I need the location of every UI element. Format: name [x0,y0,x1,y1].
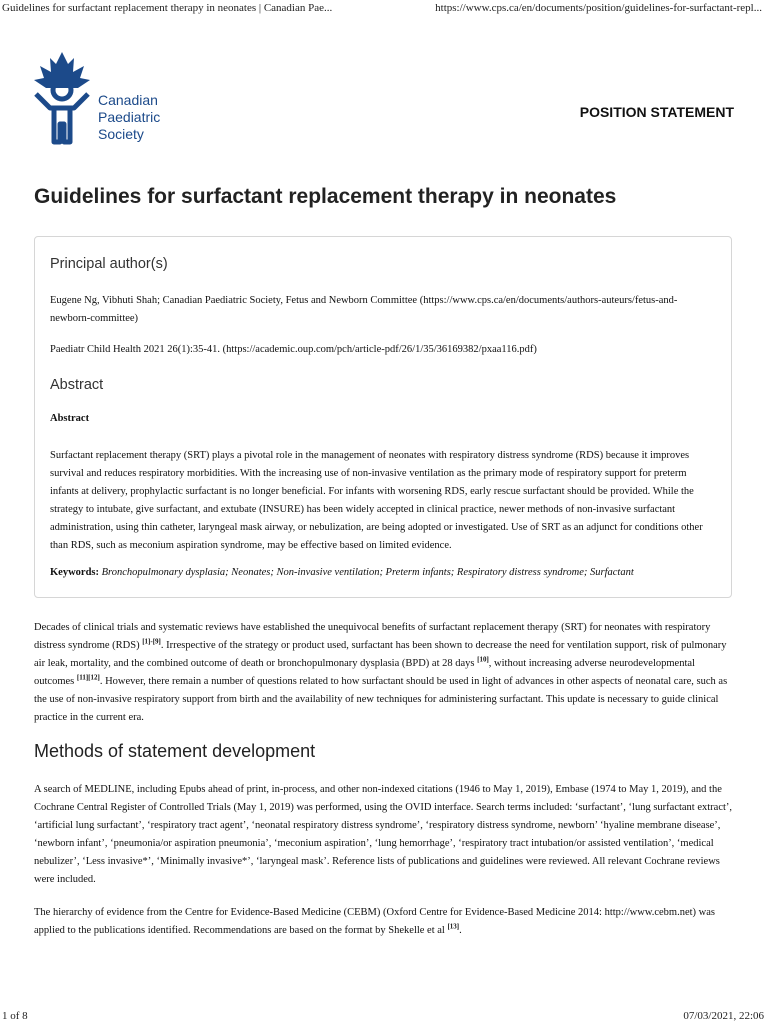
print-header [0,2,768,18]
hierarchy-paragraph: The hierarchy of evidence from the Centre for Evidence-Based Medicine (CEBM) (Oxford Centre for Evidence-Based Medicine 2014: http://www.cebm.net) was applied to the publications identified. Recommendations are based on the format by Shekelle et al [13]. [34,907,715,936]
authors-heading: Principal author(s) [50,256,168,272]
keywords-label: Keywords: [50,567,99,578]
citation-ref[interactable]: [10] [477,655,489,664]
page-title: Guidelines for surfactant replacement therapy in neonates [34,185,617,208]
info-box [34,236,732,598]
citation-text: Paediatr Child Health 2021 26(1):35-41. (https://academic.oup.com/pch/article-pdf/26/1/35/36169382/pxaa116.pdf) [50,344,537,355]
print-header-title: Guidelines for surfactant replacement therapy in neonates | Canadian Pae... [2,2,333,14]
logo-line: Society [98,126,144,142]
abstract-text: Surfactant replacement therapy (SRT) plays a pivotal role in the management of neonates with respiratory distress syndrome (RDS) because it improves survival and reduces respiratory morbidities. With the increasing use of non-invasive ventilation as the primary mode of respiratory support for preterm infants at delivery, prophylactic surfactant is no longer beneficial. For infants with worsening RDS, early rescue surfactant should be provided. While the strategy to intubate, give surfactant, and extubate (INSURE) has been widely accepted in clinical practice, newer methods of non-invasive surfactant administration, using thin catheter, laryngeal mask airway, or nebulization, are being adopted or investigated. Use of SRT as an adjunct for conditions other than RDS, such as meconium aspiration syndrome, may be effective based on limited evidence. [50,450,703,551]
keywords [50,567,720,578]
document-type-label: POSITION STATEMENT [579,104,734,120]
citation-ref[interactable]: [11][12] [76,673,100,682]
abstract-label: Abstract [50,413,90,424]
logo-line: Canadian [98,92,158,108]
citation-ref[interactable]: [1]-[9] [142,637,161,646]
authors-text: Eugene Ng, Vibhuti Shah; Canadian Paediatric Society, Fetus and Newborn Committee (https://www.cps.ca/en/documents/authors-auteurs/fetus-and-newborn-committee) [50,295,678,324]
page-number: 1 of 8 [2,1010,28,1022]
citation-ref[interactable]: [13] [447,922,460,931]
intro-paragraph: Decades of clinical trials and systematic reviews have established the unequivocal benefits of surfactant replacement therapy (SRT) for neonates with respiratory distress syndrome (RDS) [1]-[9]. Irrespective of the strategy or product used, surfactant has been shown to decrease the need for ventilation support, risk of pulmonary air leak, mortality, and the combined outcome of death or bronchopulmonary dysplasia (BPD) at 28 days [10], without increasing adverse neurodevelopmental outcomes [11][12]. However, there remain a number of questions related to how surfactant should be used in light of advances in other aspects of neonatal care, such as the use of non-invasive respiratory support from birth and the availability of new techniques for administering surfactant. This update is necessary to guide clinical practice in the current era. [34,622,728,723]
methods-paragraph: A search of MEDLINE, including Epubs ahead of print, in-process, and other non-indexed citations (1946 to May 1, 2019), Embase (1974 to May 1, 2019), and the Cochrane Central Register of Controlled Trials (May 1, 2019) was performed, using the OVID interface. Search terms included: ‘surfactant’, ‘lung surfactant extract’, ‘artificial lung surfactant’, ‘respiratory tract agent’, ‘neonatal respiratory distress syndrome’, ‘respiratory distress syndrome, newborn’ ‘hyaline membrane disease’, ‘newborn infant’, ‘pneumonia/or aspiration pneumonia’, ‘meconium aspiration’, ‘lung hemorrhage’, ‘respiratory tract intubation/or assisted ventilation’, ‘medical nebulizer’, ‘Less invasive*’, ‘Minimally invasive*’, ‘laryngeal mask’. Reference lists of publications and guidelines were reviewed. All relevant Cochrane reviews were included. [34,784,733,885]
print-header-url: https://www.cps.ca/en/documents/position/guidelines-for-surfactant-repl... [435,2,762,14]
keywords-list: Bronchopulmonary dysplasia; Neonates; Non-invasive ventilation; Preterm infants; Respiratory distress syndrome; Surfactant [101,567,634,578]
section-heading-methods: Methods of statement development [34,741,316,761]
logo-line: Paediatric [98,109,161,125]
print-datetime: 07/03/2021, 22:06 [683,1010,764,1022]
logo-wordmark [98,92,160,143]
abstract-heading: Abstract [50,377,104,393]
